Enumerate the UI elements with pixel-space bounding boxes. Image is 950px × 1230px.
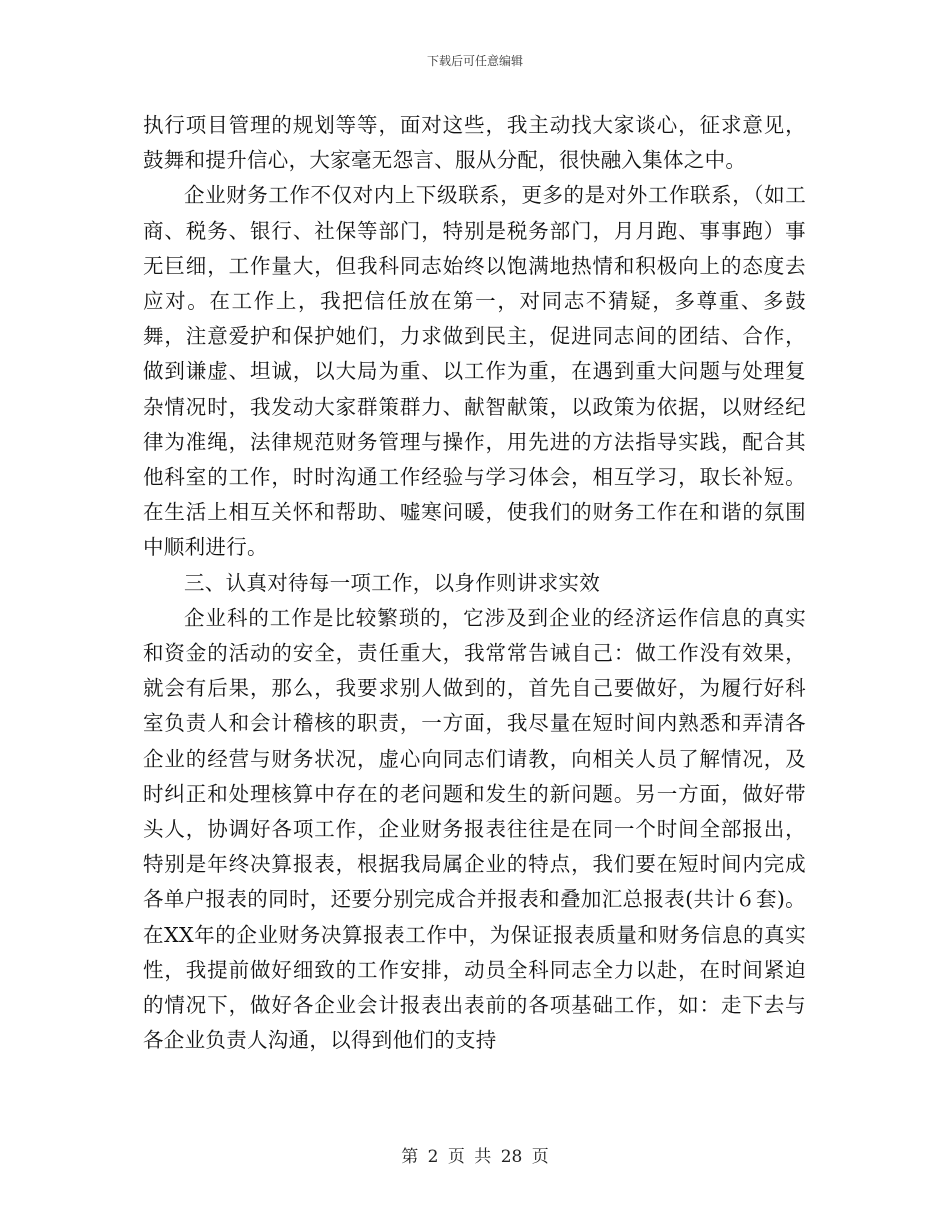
paragraph-continuation: 执行项目管理的规划等等，面对这些，我主动找大家谈心，征求意见，鼓舞和提升信心，大家毫无怨言、服从分配，很快融入集体之中。 (143, 113, 806, 173)
paragraph-external-relations: 企业财务工作不仅对内上下级联系，更多的是对外工作联系，（如工商、税务、银行、社保等部门，特别是税务部门，月月跑、事事跑）事无巨细，工作量大，但我科同志始终以饱满地热情和积极向上的态度去应对。在工作上，我把信任放在第一，对同志不猜疑，多尊重、多鼓舞，注意爱护和保护她们，力求做到民主，促进同志间的团结、合作，做到谦虚、坦诚，以大局为重、以工作为重，在遇到重大问题与处理复杂情况时，我发动大家群策群力、献智献策，以政策为依据，以财经纪律为准绳，法律规范财务管理与操作，用先进的方法指导实践，配合其他科室的工作，时时沟通工作经验与学习体会，相互学习，取长补短。在生活上相互关怀和帮助、嘘寒问暖，使我们的财务工作在和谐的氛围中顺利进行。 (143, 183, 806, 560)
document-body (143, 108, 806, 1058)
page-number-footer: 第 2 页 共 28 页 (401, 1147, 549, 1167)
page-header: 下载后可任意编辑 (426, 54, 523, 68)
section-heading-three: 三、认真对待每一项工作，以身作则讲求实效 (184, 570, 600, 595)
paragraph-enterprise-work: 企业科的工作是比较繁琐的，它涉及到企业的经济运作信息的真实和资金的活动的安全，责任重大，我常常告诫自己：做工作没有效果，就会有后果，那么，我要求别人做到的，首先自己要做好，为履行好科室负责人和会计稽核的职责，一方面，我尽量在短时间内熟悉和弄清各企业的经营与财务状况，虚心向同志们请教，向相关人员了解情况，及时纠正和处理核算中存在的老问题和发生的新问题。另一方面，做好带头人，协调好各项工作，企业财务报表往往是在同一个时间全部报出，特别是年终决算报表，根据我局属企业的特点，我们要在短时间内完成各单户报表的同时，还要分别完成合并报表和叠加汇总报表(共计６套)。在XX年的企业财务决算报表工作中，为保证报表质量和财务信息的真实性，我提前做好细致的工作安排，动员全科同志全力以赴，在时间紧迫的情况下，做好各企业会计报表出表前的各项基础工作，如：走下去与各企业负责人沟通，以得到他们的支持 (143, 605, 806, 1053)
